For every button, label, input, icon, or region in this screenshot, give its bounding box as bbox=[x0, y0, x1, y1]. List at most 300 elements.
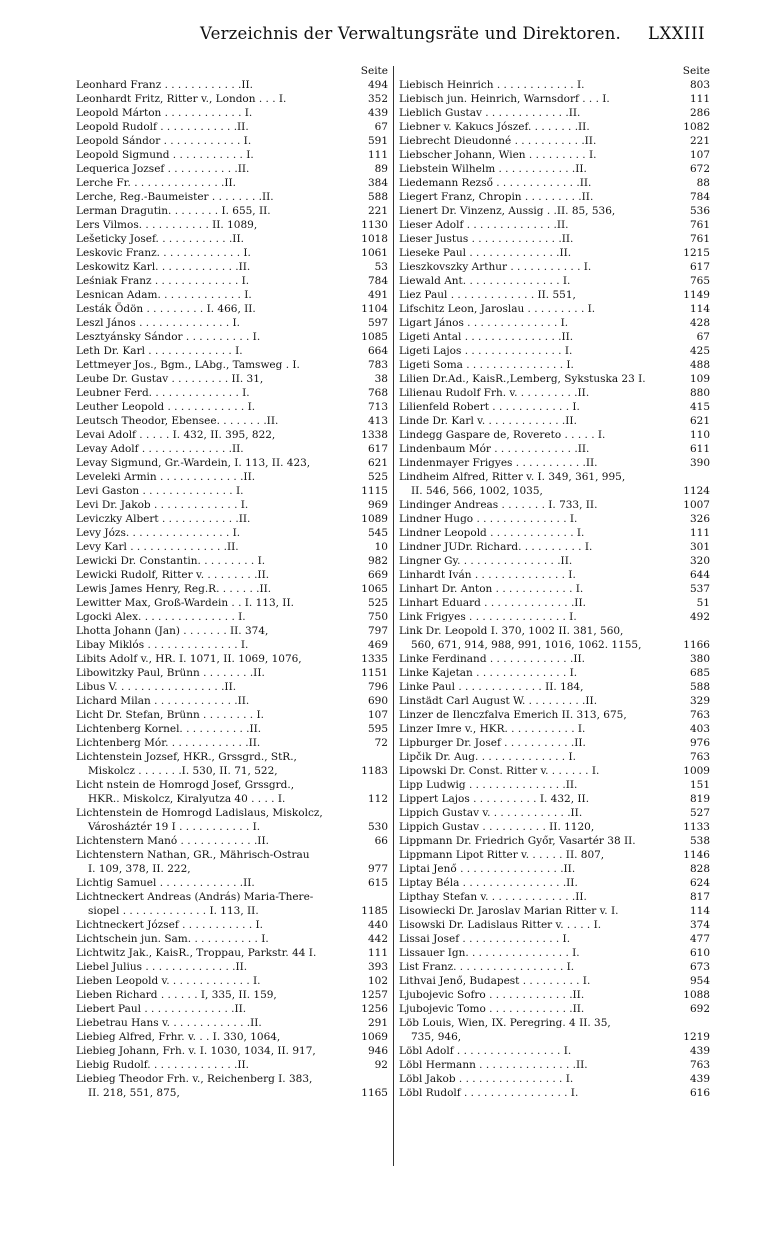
entry-page: 92 bbox=[374, 1059, 388, 1071]
index-entry bbox=[76, 638, 388, 652]
entry-page: 969 bbox=[367, 499, 388, 511]
index-entry bbox=[76, 680, 388, 694]
entry-text: Lerche Fr. . . . . . . . . . . . . . .II. bbox=[76, 177, 236, 189]
index-entry bbox=[76, 176, 388, 190]
entry-text: Leonhardt Fritz, Ritter v., London . . . I. bbox=[76, 93, 287, 105]
index-entry bbox=[399, 260, 710, 274]
entry-page: 102 bbox=[367, 975, 388, 987]
left-column bbox=[76, 64, 388, 1164]
entry-page: 1069 bbox=[361, 1031, 388, 1043]
entry-text: Leśniak Franz . . . . . . . . . . . . . I. bbox=[76, 275, 250, 287]
entry-page: 977 bbox=[367, 863, 388, 875]
entry-text: Löbl Hermann . . . . . . . . . . . . . . .II. bbox=[399, 1059, 588, 1071]
entry-text: Leube Dr. Gustav . . . . . . . . . II. 31, bbox=[76, 373, 264, 385]
column-divider bbox=[393, 66, 394, 1166]
index-entry bbox=[76, 92, 388, 106]
index-entry bbox=[399, 820, 710, 834]
entry-page: 440 bbox=[367, 919, 388, 931]
index-entry bbox=[76, 470, 388, 484]
entry-text: Lesnican Adam. . . . . . . . . . . . . I. bbox=[76, 289, 252, 301]
entry-page: 301 bbox=[689, 541, 710, 553]
entry-page: 1124 bbox=[683, 485, 710, 497]
entry-text: Liebel Julius . . . . . . . . . . . . . .II. bbox=[76, 961, 248, 973]
entry-page: 1215 bbox=[683, 247, 710, 259]
entry-page: 797 bbox=[367, 625, 388, 637]
index-entry bbox=[399, 568, 710, 582]
entry-page: 114 bbox=[689, 303, 710, 315]
index-entry bbox=[399, 960, 710, 974]
index-entry bbox=[399, 890, 710, 904]
entry-text: Lhotta Johann (Jan) . . . . . . . II. 374, bbox=[76, 625, 269, 637]
index-entry bbox=[76, 708, 388, 722]
index-entry bbox=[399, 316, 710, 330]
index-entry bbox=[399, 1058, 710, 1072]
entry-text: Lindenmayer Frigyes . . . . . . . . . . .II. bbox=[399, 457, 598, 469]
entry-page: 527 bbox=[689, 807, 710, 819]
entry-page: 611 bbox=[689, 443, 710, 455]
entry-page: 111 bbox=[689, 93, 710, 105]
entry-page: 1089 bbox=[361, 513, 388, 525]
index-entry bbox=[76, 624, 388, 638]
entry-text: Lešeticky Josef. . . . . . . . . . . .II. bbox=[76, 233, 244, 245]
entry-page: 690 bbox=[367, 695, 388, 707]
entry-page: 326 bbox=[689, 513, 710, 525]
index-entry bbox=[76, 596, 388, 610]
entry-text: Lequerica Jozsef . . . . . . . . . . .II. bbox=[76, 163, 250, 175]
index-entry bbox=[399, 988, 710, 1002]
entry-text: Liebieg Johann, Frh. v. I. 1030, 1034, II. 917, bbox=[76, 1045, 316, 1057]
entry-text: Lilienau Rudolf Frh. v. . . . . . . . . .II. bbox=[399, 387, 590, 399]
index-entry bbox=[399, 680, 710, 694]
entry-text: Leveleki Armin . . . . . . . . . . . . .II. bbox=[76, 471, 256, 483]
index-entry bbox=[76, 162, 388, 176]
entry-page: 66 bbox=[374, 835, 388, 847]
entry-page: 1257 bbox=[361, 989, 388, 1001]
entry-page: 610 bbox=[689, 947, 710, 959]
entry-text: Lieszkovszky Arthur . . . . . . . . . . . I. bbox=[399, 261, 592, 273]
index-entry bbox=[399, 148, 710, 162]
entry-text: Leonhard Franz . . . . . . . . . . . .II. bbox=[76, 79, 253, 91]
entry-text: Lifschitz Leon, Jaroslau . . . . . . . . . I. bbox=[399, 303, 596, 315]
index-entry bbox=[76, 820, 388, 834]
entry-text: Lissai Josef . . . . . . . . . . . . . . . I. bbox=[399, 933, 571, 945]
entry-text: Lilienfeld Robert . . . . . . . . . . . . I. bbox=[399, 401, 580, 413]
entry-text: Lewis James Henry, Reg.R. . . . . . .II. bbox=[76, 583, 272, 595]
entry-page: 67 bbox=[374, 121, 388, 133]
entry-page: 384 bbox=[367, 177, 388, 189]
entry-page: 784 bbox=[367, 275, 388, 287]
entry-text: Levai Adolf . . . . . I. 432, II. 395, 822, bbox=[76, 429, 276, 441]
index-entry bbox=[76, 568, 388, 582]
index-entry bbox=[399, 848, 710, 862]
entry-page: 10 bbox=[374, 541, 388, 553]
index-entry bbox=[76, 932, 388, 946]
entry-page: 954 bbox=[689, 975, 710, 987]
index-entry bbox=[76, 1030, 388, 1044]
index-entry bbox=[399, 484, 710, 498]
index-entry bbox=[76, 512, 388, 526]
index-entry bbox=[76, 204, 388, 218]
entry-page: 109 bbox=[689, 373, 710, 385]
entry-text: Lesztyánsky Sándor . . . . . . . . . . I. bbox=[76, 331, 261, 343]
entry-text: Liebetrau Hans v. . . . . . . . . . . . .II. bbox=[76, 1017, 262, 1029]
index-entry bbox=[76, 792, 388, 806]
entry-page: 403 bbox=[689, 723, 710, 735]
entry-text: Lichtenstein de Homrogd Ladislaus, Miskolcz, bbox=[76, 807, 323, 819]
index-entry bbox=[399, 666, 710, 680]
entry-page: 597 bbox=[367, 317, 388, 329]
entry-page: 439 bbox=[689, 1045, 710, 1057]
entry-text: Linde Dr. Karl v. . . . . . . . . . . . .II. bbox=[399, 415, 577, 427]
index-entry bbox=[76, 344, 388, 358]
entry-page: 488 bbox=[689, 359, 710, 371]
entry-page: 89 bbox=[374, 163, 388, 175]
entry-text: Löbl Jakob . . . . . . . . . . . . . . . . I. bbox=[399, 1073, 574, 1085]
entry-text: Linke Ferdinand . . . . . . . . . . . . .II. bbox=[399, 653, 585, 665]
entry-text: Lichtneckert József . . . . . . . . . . . I. bbox=[76, 919, 264, 931]
entry-page: 67 bbox=[696, 331, 710, 343]
entry-text: Liebig Rudolf. . . . . . . . . . . . . .II. bbox=[76, 1059, 250, 1071]
entry-text: Lippmann Lipot Ritter v. . . . . . II. 807, bbox=[399, 849, 605, 861]
index-entry bbox=[76, 848, 388, 862]
entry-page: 1183 bbox=[361, 765, 388, 777]
entry-page: 151 bbox=[689, 779, 710, 791]
index-entry bbox=[76, 736, 388, 750]
entry-page: 1009 bbox=[683, 765, 710, 777]
entry-page: 946 bbox=[367, 1045, 388, 1057]
index-entry bbox=[76, 288, 388, 302]
index-entry bbox=[399, 246, 710, 260]
index-entry bbox=[399, 918, 710, 932]
index-entry bbox=[76, 302, 388, 316]
index-entry bbox=[76, 1072, 388, 1086]
entry-page: 588 bbox=[367, 191, 388, 203]
index-entry bbox=[399, 1044, 710, 1058]
entry-text: Leutsch Theodor, Ebensee. . . . . . . .II. bbox=[76, 415, 279, 427]
entry-page: 291 bbox=[367, 1017, 388, 1029]
index-entry bbox=[76, 400, 388, 414]
entry-page: 803 bbox=[689, 79, 710, 91]
entry-text: Lichtschein jun. Sam. . . . . . . . . . . I. bbox=[76, 933, 269, 945]
index-entry bbox=[399, 694, 710, 708]
index-entry bbox=[399, 736, 710, 750]
index-entry bbox=[76, 120, 388, 134]
entry-text: Ligeti Soma . . . . . . . . . . . . . . . I. bbox=[399, 359, 574, 371]
entry-page: 1104 bbox=[361, 303, 388, 315]
page-title: Verzeichnis der Verwaltungsräte und Direktoren. bbox=[200, 24, 622, 43]
entry-text: Lisowski Dr. Ladislaus Ritter v. . . . . I. bbox=[399, 919, 602, 931]
index-entry bbox=[76, 260, 388, 274]
index-entry bbox=[76, 890, 388, 904]
index-entry bbox=[76, 1086, 388, 1100]
index-entry bbox=[76, 610, 388, 624]
entry-text: Lerman Dragutin. . . . . . . . I. 655, II. bbox=[76, 205, 271, 217]
entry-page: 72 bbox=[374, 737, 388, 749]
index-entry bbox=[399, 1016, 710, 1030]
entry-page: 286 bbox=[689, 107, 710, 119]
index-entry bbox=[399, 302, 710, 316]
entry-text: Leskowitz Karl. . . . . . . . . . . . .II. bbox=[76, 261, 251, 273]
entry-page: 329 bbox=[689, 695, 710, 707]
index-entry bbox=[399, 372, 710, 386]
entry-text: Libits Adolf v., HR. I. 1071, II. 1069, 1076, bbox=[76, 653, 302, 665]
entry-page: 1065 bbox=[361, 583, 388, 595]
index-entry bbox=[399, 92, 710, 106]
entry-page: 114 bbox=[689, 905, 710, 917]
index-entry bbox=[399, 792, 710, 806]
index-entry bbox=[76, 764, 388, 778]
index-entry bbox=[76, 190, 388, 204]
entry-page: 1335 bbox=[361, 653, 388, 665]
index-entry bbox=[76, 960, 388, 974]
index-entry bbox=[76, 1058, 388, 1072]
entry-text: Lippmann Dr. Friedrich Győr, Vasartér 38 II. bbox=[399, 835, 636, 847]
entry-text: Levay Adolf . . . . . . . . . . . . . .II. bbox=[76, 443, 244, 455]
entry-page: 796 bbox=[367, 681, 388, 693]
entry-page: 1082 bbox=[683, 121, 710, 133]
entry-page: 494 bbox=[367, 79, 388, 91]
entry-text: Lippich Gustav v. . . . . . . . . . . . .II. bbox=[399, 807, 583, 819]
entry-text: Linzer de Ilenczfalva Emerich II. 313, 675, bbox=[399, 709, 627, 721]
entry-page: 477 bbox=[689, 933, 710, 945]
entry-page: 617 bbox=[689, 261, 710, 273]
entry-text: Lieseke Paul . . . . . . . . . . . . . .II. bbox=[399, 247, 572, 259]
entry-text: Lippich Gustav . . . . . . . . . . II. 1120, bbox=[399, 821, 595, 833]
entry-text: Lettmeyer Jos., Bgm., LAbg., Tamsweg . I. bbox=[76, 359, 300, 371]
entry-page: 1133 bbox=[683, 821, 710, 833]
entry-text: Ligeti Antal . . . . . . . . . . . . . . .II. bbox=[399, 331, 574, 343]
entry-text: Lichtenberg Mór. . . . . . . . . . . . .II. bbox=[76, 737, 261, 749]
entry-text: Leopold Rudolf . . . . . . . . . . . .II. bbox=[76, 121, 249, 133]
entry-page: 664 bbox=[367, 345, 388, 357]
entry-text: Lewicki Rudolf, Ritter v. . . . . . . . .II. bbox=[76, 569, 270, 581]
entry-text: Liebstein Wilhelm . . . . . . . . . . . .II. bbox=[399, 163, 587, 175]
entry-text: Liptay Béla . . . . . . . . . . . . . . . .II. bbox=[399, 877, 578, 889]
index-entry bbox=[399, 428, 710, 442]
entry-text: Lindegg Gaspare de, Rovereto . . . . . I. bbox=[399, 429, 606, 441]
index-entry bbox=[76, 330, 388, 344]
entry-text: Link Dr. Leopold I. 370, 1002 II. 381, 560, bbox=[399, 625, 624, 637]
index-entry bbox=[399, 1030, 710, 1044]
index-entry bbox=[399, 442, 710, 456]
entry-page: 111 bbox=[367, 149, 388, 161]
entry-text: 560, 671, 914, 988, 991, 1016, 1062. 1155, bbox=[411, 639, 642, 651]
index-entry bbox=[399, 764, 710, 778]
entry-page: 1146 bbox=[683, 849, 710, 861]
entry-page: 1219 bbox=[683, 1031, 710, 1043]
index-entry bbox=[399, 232, 710, 246]
entry-text: Liebieg Theodor Frh. v., Reichenberg I. 383, bbox=[76, 1073, 313, 1085]
entry-text: Lindner JUDr. Richard. . . . . . . . . . I. bbox=[399, 541, 593, 553]
index-entry bbox=[399, 204, 710, 218]
entry-text: Lichard Milan . . . . . . . . . . . . .II. bbox=[76, 695, 250, 707]
index-entry bbox=[399, 400, 710, 414]
entry-text: Lindenbaum Mór . . . . . . . . . . . . .II. bbox=[399, 443, 590, 455]
entry-page: 1018 bbox=[361, 233, 388, 245]
index-entry bbox=[76, 540, 388, 554]
index-entry bbox=[399, 456, 710, 470]
entry-page: 469 bbox=[367, 639, 388, 651]
entry-text: Levi Gaston . . . . . . . . . . . . . . I. bbox=[76, 485, 244, 497]
index-entry bbox=[76, 666, 388, 680]
entry-text: Liebieg Alfred, Frhr. v. . . I. 330, 1064, bbox=[76, 1031, 281, 1043]
entry-page: 1130 bbox=[361, 219, 388, 231]
index-entry bbox=[76, 414, 388, 428]
index-entry bbox=[399, 876, 710, 890]
entry-text: Lipthay Stefan v. . . . . . . . . . . . . .II. bbox=[399, 891, 587, 903]
entry-page: 538 bbox=[689, 835, 710, 847]
entry-text: Libus V. . . . . . . . . . . . . . . . .II. bbox=[76, 681, 237, 693]
index-entry bbox=[399, 722, 710, 736]
entry-text: Leubner Ferd. . . . . . . . . . . . . . I. bbox=[76, 387, 250, 399]
entry-text: Leth Dr. Karl . . . . . . . . . . . . . I. bbox=[76, 345, 243, 357]
entry-text: Licht nstein de Homrogd Josef, Grssgrd., bbox=[76, 779, 295, 791]
entry-text: Levay Sigmund, Gr.-Wardein, I. 113, II. 423, bbox=[76, 457, 311, 469]
index-entry bbox=[399, 778, 710, 792]
entry-text: Lilien Dr.Ad., KaisR.,Lemberg, Sykstuska 23 I. bbox=[399, 373, 646, 385]
entry-text: Lichtig Samuel . . . . . . . . . . . . .II. bbox=[76, 877, 255, 889]
index-entry bbox=[76, 428, 388, 442]
entry-text: II. 218, 551, 875, bbox=[88, 1087, 180, 1099]
entry-text: Lieser Justus . . . . . . . . . . . . . .II. bbox=[399, 233, 574, 245]
entry-text: List Franz. . . . . . . . . . . . . . . . . I. bbox=[399, 961, 575, 973]
index-entry bbox=[399, 862, 710, 876]
index-entry bbox=[76, 484, 388, 498]
entry-page: 111 bbox=[689, 527, 710, 539]
entry-page: 38 bbox=[374, 373, 388, 385]
index-entry bbox=[399, 386, 710, 400]
entry-text: Lichtwitz Jak., KaisR., Troppau, Parkstr. 44 I. bbox=[76, 947, 317, 959]
entry-page: 491 bbox=[367, 289, 388, 301]
index-entry bbox=[399, 652, 710, 666]
entry-page: 221 bbox=[689, 135, 710, 147]
entry-text: Liebner v. Kakucs Jószef. . . . . . . .II. bbox=[399, 121, 590, 133]
entry-text: Liebisch Heinrich . . . . . . . . . . . . I. bbox=[399, 79, 585, 91]
entry-page: 817 bbox=[689, 891, 710, 903]
entry-page: 617 bbox=[367, 443, 388, 455]
index-entry bbox=[76, 274, 388, 288]
entry-text: Löbl Adolf . . . . . . . . . . . . . . . . I. bbox=[399, 1045, 572, 1057]
index-entry bbox=[76, 358, 388, 372]
entry-page: 393 bbox=[367, 961, 388, 973]
entry-page: 763 bbox=[689, 751, 710, 763]
entry-page: 442 bbox=[367, 933, 388, 945]
entry-text: Liedemann Rezső . . . . . . . . . . . . .II. bbox=[399, 177, 592, 189]
index-entry bbox=[399, 106, 710, 120]
entry-page: 1007 bbox=[683, 499, 710, 511]
index-entry bbox=[399, 540, 710, 554]
entry-text: 735, 946, bbox=[411, 1031, 462, 1043]
entry-text: Lithvai Jenő, Budapest . . . . . . . . . I. bbox=[399, 975, 591, 987]
entry-page: 591 bbox=[367, 135, 388, 147]
index-entry bbox=[399, 974, 710, 988]
index-entry bbox=[76, 148, 388, 162]
entry-text: Linhardt Iván . . . . . . . . . . . . . . I. bbox=[399, 569, 576, 581]
index-entry bbox=[399, 750, 710, 764]
index-entry bbox=[399, 120, 710, 134]
index-entry bbox=[399, 638, 710, 652]
entry-page: 768 bbox=[367, 387, 388, 399]
page-number: LXXIII bbox=[647, 24, 705, 43]
index-entry bbox=[76, 1016, 388, 1030]
index-entry bbox=[76, 988, 388, 1002]
entry-text: HKR.. Miskolcz, Kiralyutza 40 . . . . I. bbox=[88, 793, 286, 805]
entry-text: II. 546, 566, 1002, 1035, bbox=[411, 485, 543, 497]
entry-page: 624 bbox=[689, 877, 710, 889]
entry-page: 374 bbox=[689, 919, 710, 931]
entry-page: 390 bbox=[689, 457, 710, 469]
index-entry bbox=[76, 554, 388, 568]
entry-page: 616 bbox=[689, 1087, 710, 1099]
entry-page: 110 bbox=[689, 429, 710, 441]
entry-page: 588 bbox=[689, 681, 710, 693]
entry-page: 107 bbox=[367, 709, 388, 721]
entry-text: Lichtenstern Manó . . . . . . . . . . . .II. bbox=[76, 835, 269, 847]
entry-page: 537 bbox=[689, 583, 710, 595]
entry-text: Lichtenstein Jozsef, HKR., Grssgrd., StR., bbox=[76, 751, 297, 763]
entry-page: 685 bbox=[689, 667, 710, 679]
entry-page: 439 bbox=[367, 107, 388, 119]
index-entry bbox=[399, 344, 710, 358]
index-entry bbox=[399, 176, 710, 190]
entry-page: 545 bbox=[367, 527, 388, 539]
index-entry bbox=[399, 610, 710, 624]
page-header bbox=[0, 24, 781, 46]
index-entry bbox=[76, 456, 388, 470]
left-column-header: Seite bbox=[360, 65, 388, 77]
entry-text: I. 109, 378, II. 222, bbox=[88, 863, 191, 875]
entry-text: Licht Dr. Stefan, Brünn . . . . . . . . I. bbox=[76, 709, 264, 721]
entry-text: Lindinger Andreas . . . . . . . I. 733, II. bbox=[399, 499, 598, 511]
index-entry bbox=[76, 232, 388, 246]
index-entry bbox=[76, 918, 388, 932]
entry-page: 713 bbox=[367, 401, 388, 413]
entry-text: Ligeti Lajos . . . . . . . . . . . . . . . I. bbox=[399, 345, 573, 357]
entry-text: Lieben Richard . . . . . . I, 335, II. 159, bbox=[76, 989, 277, 1001]
entry-page: 692 bbox=[689, 1003, 710, 1015]
entry-page: 415 bbox=[689, 401, 710, 413]
entry-page: 982 bbox=[367, 555, 388, 567]
right-entry-list bbox=[399, 78, 710, 1100]
entry-text: Leskovic Franz. . . . . . . . . . . . . I. bbox=[76, 247, 251, 259]
index-entry bbox=[399, 218, 710, 232]
entry-text: Linhart Dr. Anton . . . . . . . . . . . . I. bbox=[399, 583, 584, 595]
entry-page: 976 bbox=[689, 737, 710, 749]
entry-page: 221 bbox=[367, 205, 388, 217]
index-entry bbox=[399, 414, 710, 428]
entry-text: Ligart János . . . . . . . . . . . . . . I. bbox=[399, 317, 569, 329]
entry-text: Leopold Márton . . . . . . . . . . . . I. bbox=[76, 107, 253, 119]
index-entry bbox=[76, 316, 388, 330]
index-entry bbox=[76, 1044, 388, 1058]
index-entry bbox=[76, 778, 388, 792]
entry-text: Lindner Hugo . . . . . . . . . . . . . . I. bbox=[399, 513, 578, 525]
index-entry bbox=[399, 582, 710, 596]
entry-page: 439 bbox=[689, 1073, 710, 1085]
entry-text: Linke Paul . . . . . . . . . . . . . II. 184, bbox=[399, 681, 584, 693]
index-entry bbox=[76, 694, 388, 708]
index-entry bbox=[399, 470, 710, 484]
index-entry bbox=[76, 442, 388, 456]
entry-text: Lipowski Dr. Const. Ritter v. . . . . . . I. bbox=[399, 765, 600, 777]
entry-text: Lipp Ludwig . . . . . . . . . . . . . . .II. bbox=[399, 779, 578, 791]
entry-page: 112 bbox=[367, 793, 388, 805]
entry-text: Liewald Ant. . . . . . . . . . . . . . . I. bbox=[399, 275, 571, 287]
index-entry bbox=[399, 288, 710, 302]
entry-page: 1085 bbox=[361, 331, 388, 343]
entry-text: Lippert Lajos . . . . . . . . . . I. 432, II. bbox=[399, 793, 590, 805]
index-entry bbox=[399, 78, 710, 92]
